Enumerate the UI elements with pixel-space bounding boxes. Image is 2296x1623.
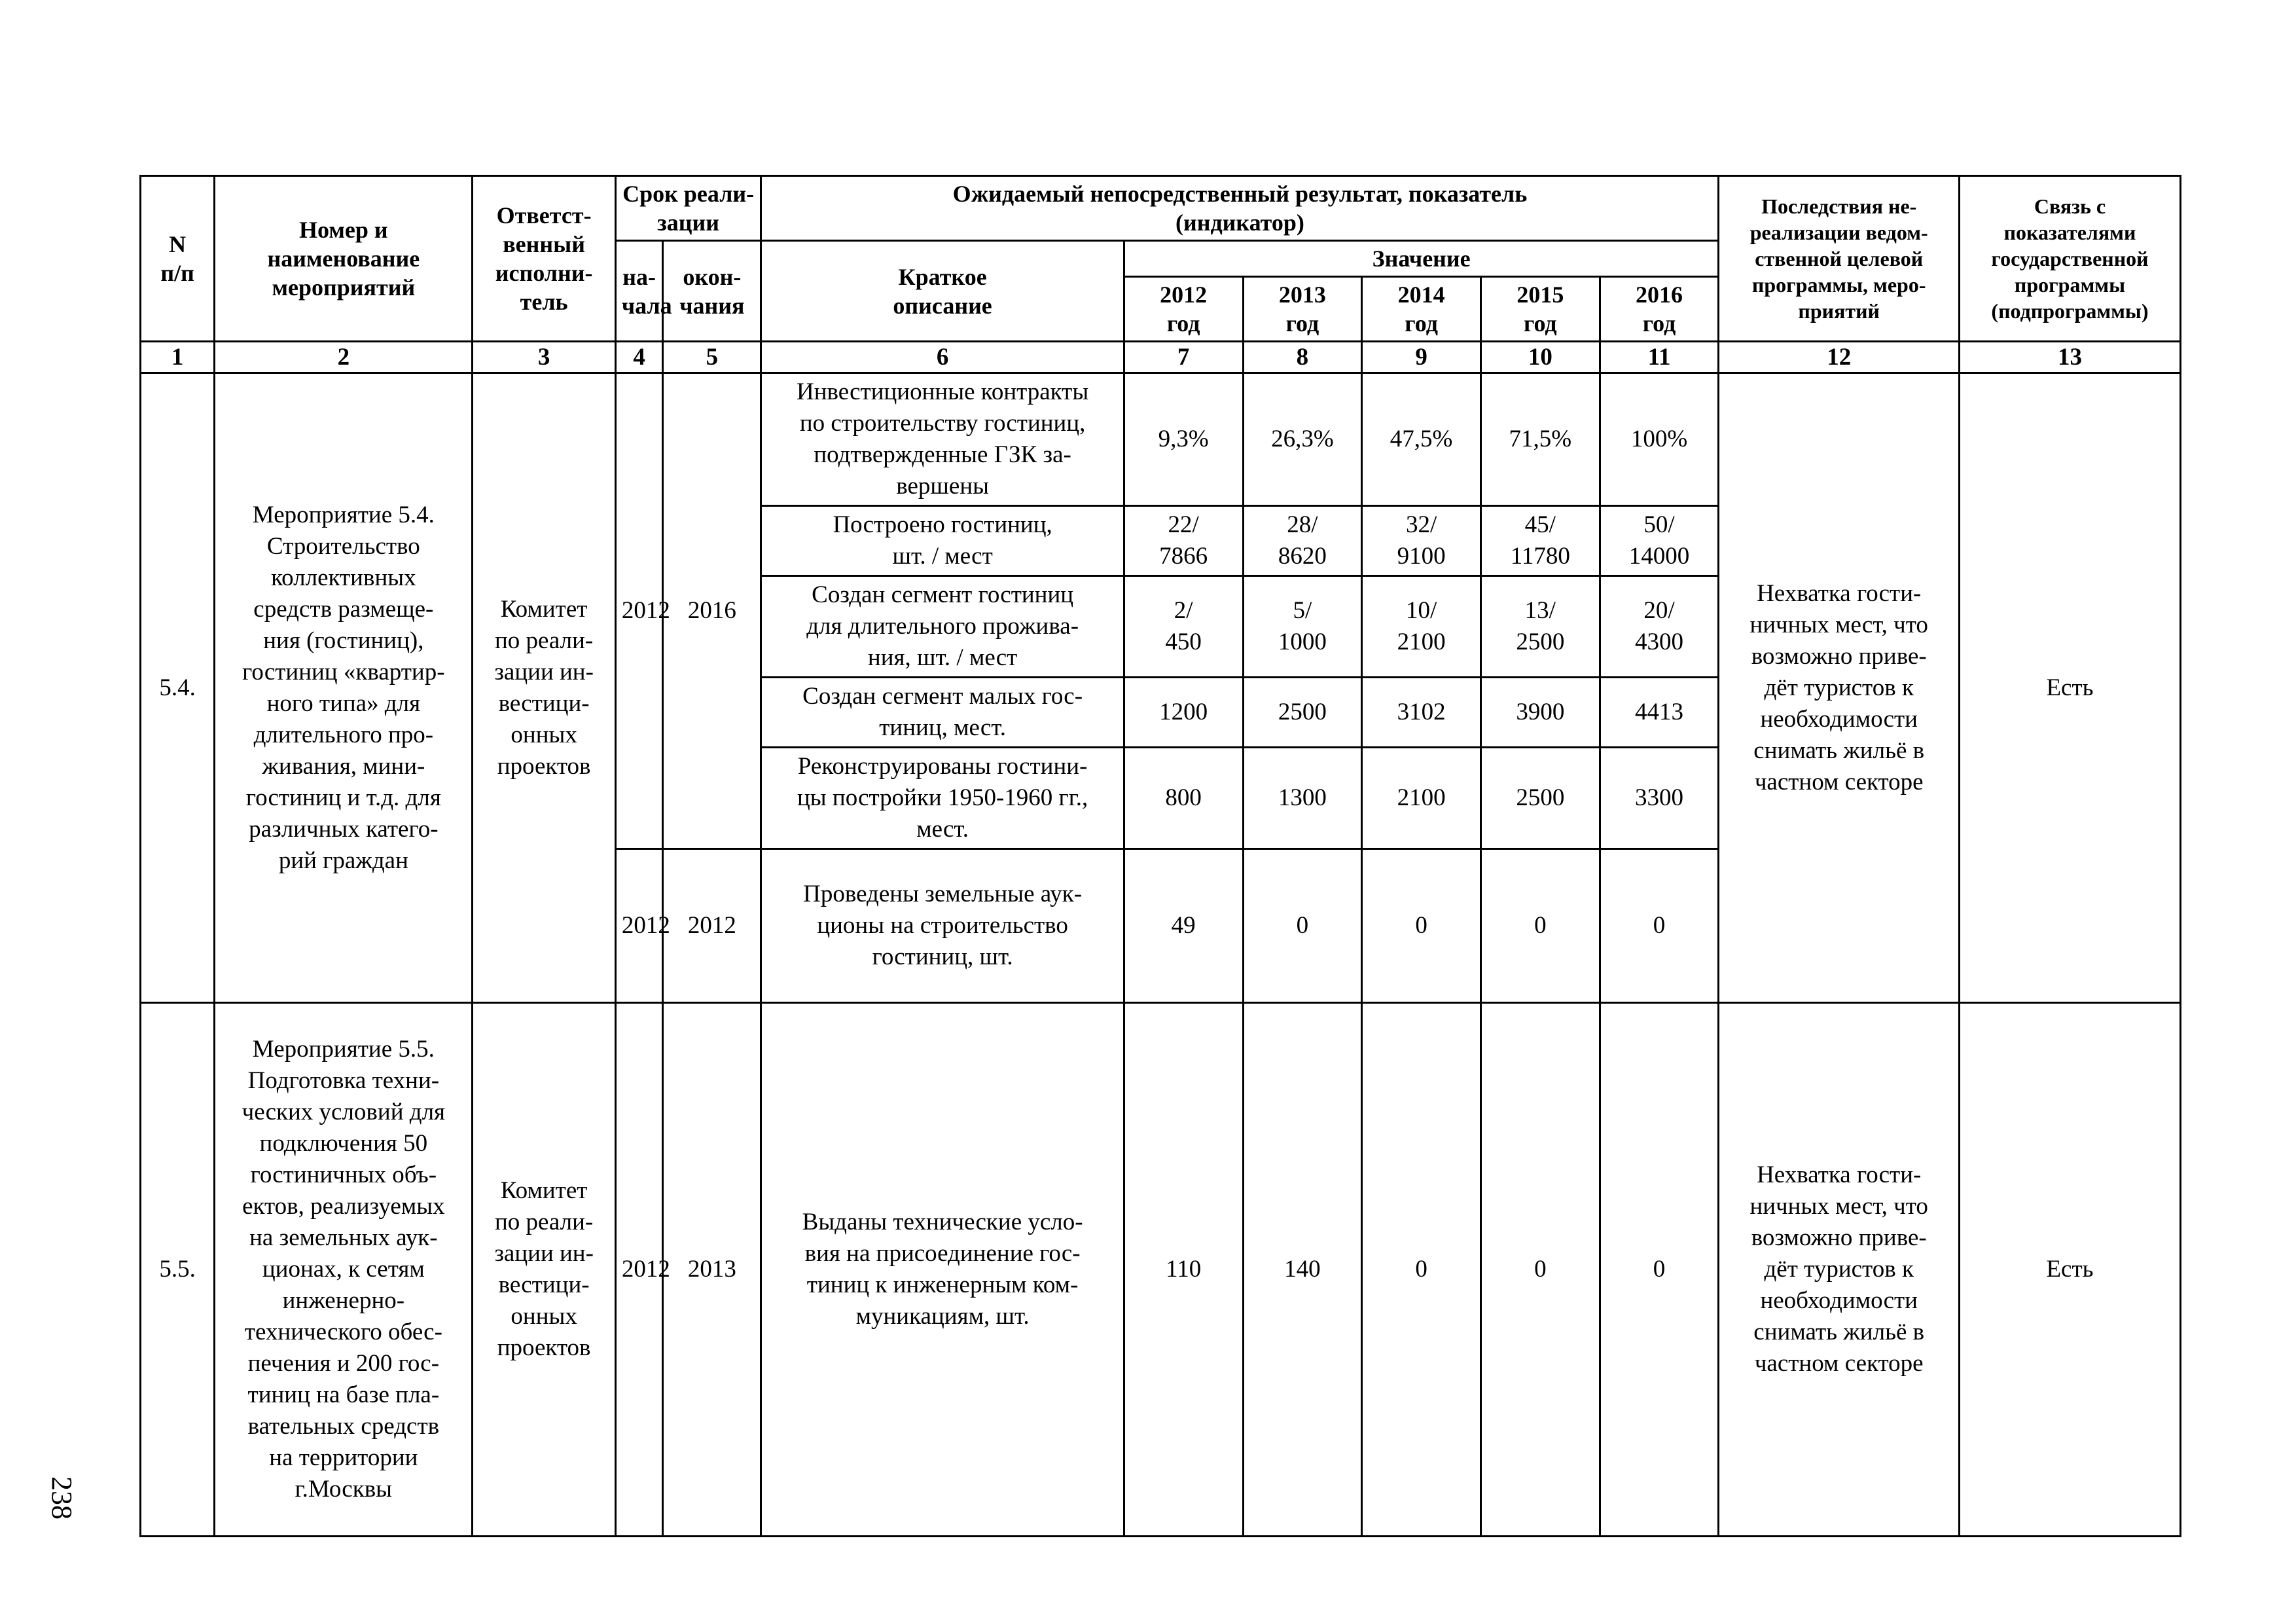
header-responsible: Ответст- венный исполни- тель — [473, 176, 615, 342]
header-year: 2014 год — [1362, 277, 1481, 342]
indicator-description: Реконструированы гостини- цы постройки 1950-1960 гг., мест. — [761, 748, 1124, 849]
column-number: 13 — [1959, 342, 2180, 373]
indicator-description: Проведены земельные аук- ционы на строительство гостиниц, шт. — [761, 849, 1124, 1003]
indicator-value: 2100 — [1362, 748, 1481, 849]
column-number: 6 — [761, 342, 1124, 373]
column-number: 5 — [663, 342, 761, 373]
column-number: 2 — [215, 342, 473, 373]
indicator-value: 3102 — [1362, 678, 1481, 748]
indicator-value: 3300 — [1600, 748, 1719, 849]
responsible-party: Комитет по реали- зации ин- вестици- онных проектов — [473, 373, 615, 1003]
indicator-value: 0 — [1480, 1003, 1600, 1537]
indicator-value: 0 — [1362, 1003, 1481, 1537]
indicator-value: 22/ 7866 — [1124, 506, 1243, 576]
indicator-value: 3900 — [1480, 678, 1600, 748]
header-num: N п/п — [141, 176, 215, 342]
indicator-value: 110 — [1124, 1003, 1243, 1537]
program-link: Есть — [1959, 1003, 2180, 1537]
row-number: 5.5. — [141, 1003, 215, 1537]
header-consequences: Последствия не- реализации ведом- ственной целевой программы, меро- приятий — [1719, 176, 1960, 342]
indicator-description: Инвестиционные контракты по строительству гостиниц, подтвержденные ГЗК за- вершены — [761, 373, 1124, 506]
page-number: 238 — [46, 1476, 78, 1520]
header-term-start: на- чала — [615, 241, 662, 342]
consequences: Нехватка гости- ничных мест, что возможно приве- дёт туристов к необходимости снимать жильё в частном секторе — [1719, 1003, 1960, 1537]
indicator-value: 28/ 8620 — [1243, 506, 1362, 576]
indicator-value: 0 — [1362, 849, 1481, 1003]
column-number: 12 — [1719, 342, 1960, 373]
row-number: 5.4. — [141, 373, 215, 1003]
header-name: Номер и наименование мероприятий — [215, 176, 473, 342]
measures-table — [139, 175, 2181, 1537]
indicator-description: Создан сегмент малых гос- тиниц, мест. — [761, 678, 1124, 748]
header-year: 2013 год — [1243, 277, 1362, 342]
header-year: 2012 год — [1124, 277, 1243, 342]
term-start: 2012 — [615, 373, 662, 849]
indicator-value: 140 — [1243, 1003, 1362, 1537]
column-number: 10 — [1480, 342, 1600, 373]
indicator-value: 2500 — [1243, 678, 1362, 748]
consequences: Нехватка гости- ничных мест, что возможно приве- дёт туристов к необходимости снимать жильё в частном секторе — [1719, 373, 1960, 1003]
indicator-value: 2/ 450 — [1124, 576, 1243, 678]
indicator-description: Создан сегмент гостиниц для длительного прожива- ния, шт. / мест — [761, 576, 1124, 678]
indicator-value: 1300 — [1243, 748, 1362, 849]
term-start: 2012 — [615, 849, 662, 1003]
indicator-value: 49 — [1124, 849, 1243, 1003]
program-link: Есть — [1959, 373, 2180, 1003]
indicator-value: 71,5% — [1480, 373, 1600, 506]
indicator-value: 10/ 2100 — [1362, 576, 1481, 678]
indicator-value: 4413 — [1600, 678, 1719, 748]
column-number: 9 — [1362, 342, 1481, 373]
header-term: Срок реали- зации — [615, 176, 761, 241]
header-year: 2016 год — [1600, 277, 1719, 342]
indicator-description: Выданы технические усло- вия на присоединение гос- тиниц к инженерным ком- муникациям, шт. — [761, 1003, 1124, 1537]
indicator-value: 100% — [1600, 373, 1719, 506]
header-short-desc: Краткое описание — [761, 241, 1124, 342]
column-number: 4 — [615, 342, 662, 373]
indicator-value: 50/ 14000 — [1600, 506, 1719, 576]
table-row — [141, 373, 2181, 506]
term-start: 2012 — [615, 1003, 662, 1537]
indicator-value: 2500 — [1480, 748, 1600, 849]
header-value: Значение — [1124, 241, 1719, 277]
indicator-value: 0 — [1480, 849, 1600, 1003]
header-link: Связь с показателями государственной программы (подпрограммы) — [1959, 176, 2180, 342]
column-number: 1 — [141, 342, 215, 373]
measure-name: Мероприятие 5.4. Строительство коллективных средств размеще- ния (гостиниц), гостиниц «квартир- ного типа» для длительного про- живания, мини- гостиниц и т.д. для различных катего- рий граждан — [215, 373, 473, 1003]
indicator-value: 5/ 1000 — [1243, 576, 1362, 678]
indicator-value: 26,3% — [1243, 373, 1362, 506]
column-number: 3 — [473, 342, 615, 373]
term-end: 2012 — [663, 849, 761, 1003]
indicator-value: 0 — [1600, 1003, 1719, 1537]
indicator-value: 0 — [1600, 849, 1719, 1003]
responsible-party: Комитет по реали- зации ин- вестици- онных проектов — [473, 1003, 615, 1537]
column-number: 8 — [1243, 342, 1362, 373]
term-end: 2013 — [663, 1003, 761, 1537]
indicator-value: 45/ 11780 — [1480, 506, 1600, 576]
header-term-end: окон- чания — [663, 241, 761, 342]
indicator-value: 0 — [1243, 849, 1362, 1003]
indicator-value: 13/ 2500 — [1480, 576, 1600, 678]
indicator-value: 32/ 9100 — [1362, 506, 1481, 576]
indicator-value: 47,5% — [1362, 373, 1481, 506]
column-number: 7 — [1124, 342, 1243, 373]
header-year: 2015 год — [1480, 277, 1600, 342]
measure-name: Мероприятие 5.5. Подготовка техни- ческих условий для подключения 50 гостиничных объ- ектов, реализуемых на земельных аук- ционах, к сетям инженерно- технического обес- печения и 200 гос- тиниц на базе пла- вательных средств на территории г.Москвы — [215, 1003, 473, 1537]
indicator-description: Построено гостиниц, шт. / мест — [761, 506, 1124, 576]
indicator-value: 1200 — [1124, 678, 1243, 748]
indicator-value: 9,3% — [1124, 373, 1243, 506]
column-number: 11 — [1600, 342, 1719, 373]
indicator-value: 800 — [1124, 748, 1243, 849]
indicator-value: 20/ 4300 — [1600, 576, 1719, 678]
term-end: 2016 — [663, 373, 761, 849]
table-row — [141, 1003, 2181, 1537]
header-result: Ожидаемый непосредственный результат, показатель (индикатор) — [761, 176, 1719, 241]
